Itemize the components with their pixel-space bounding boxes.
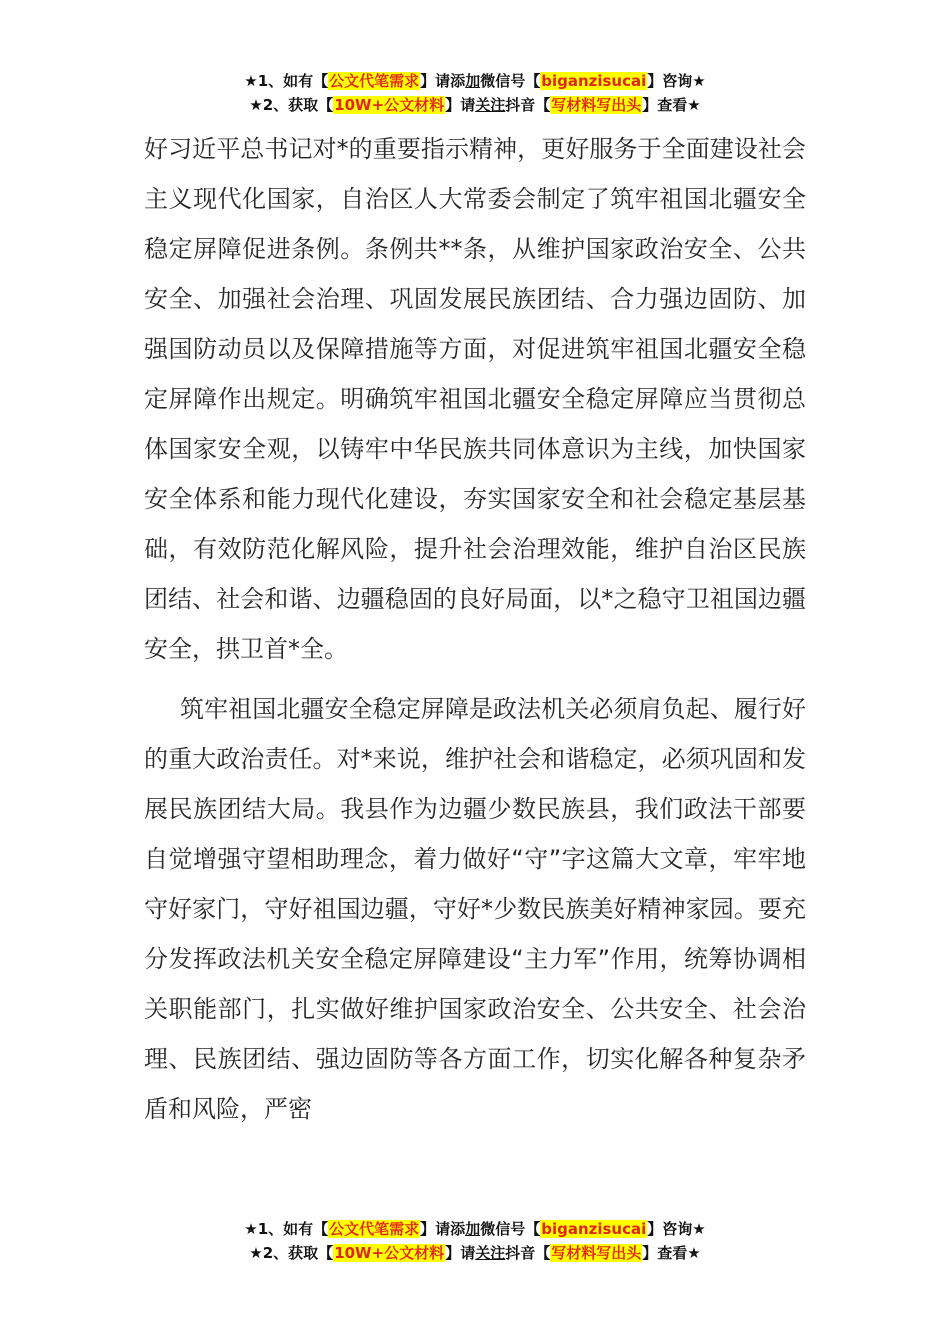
banner-emphasis: 关注 (475, 96, 506, 114)
banner-text: ★2、获取【 (249, 1244, 334, 1262)
body-paragraph-1: 好习近平总书记对*的重要指示精神，更好服务于全面建设社会主义现代化国家，自治区人大常委会制定了筑牢祖国北疆安全稳定屏障促进条例。条例共**条，从维护国家政治安全、公共安全、加强社会治理、巩固发展民族团结、合力强边固防、加强国防动员以及保障措施等方面，对促进筑牢祖国北疆安全稳定屏障作出规定。明确筑牢祖国北疆安全稳定屏障应当贯彻总体国家安全观，以铸牢中华民族共同体意识为主线，加快国家安全体系和能力现代化建设，夯实国家安全和社会稳定基层基础，有效防范化解风险，提升社会治理效能，维护自治区民族团结、社会和谐、边疆稳固的良好局面，以*之稳守卫祖国边疆安全，拱卫首*全。 (144, 135, 806, 663)
banner-text: 】请 (445, 1244, 476, 1262)
banner-emphasis: 加 (465, 72, 481, 90)
banner-text: 】咨询★ (647, 1220, 706, 1238)
banner-emphasis: 关注 (475, 1244, 506, 1262)
banner-text: 微信号【 (480, 72, 541, 90)
header-banner (0, 69, 950, 117)
writing-service-highlight: 公文代笔需求 (329, 1220, 420, 1238)
banner-text: 】请 (445, 96, 476, 114)
body-paragraph-2: 筑牢祖国北疆安全稳定屏障是政法机关必须肩负起、履行好的重大政治责任。对*来说，维护社会和谐稳定，必须巩固和发展民族团结大局。我县作为边疆少数民族县，我们政法干部要自觉增强守望相助理念，着力做好“守”字这篇大文章，牢牢地守好家门，守好祖国边疆，守好*少数民族美好精神家园。要充分发挥政法机关安全稳定屏障建设“主力军”作用，统筹协调相关职能部门，扎实做好维护国家政治安全、公共安全、社会治理、民族团结、强边固防等各方面工作，切实化解各种复杂矛盾和风险，严密 (144, 695, 806, 1123)
banner-line-2 (0, 1241, 950, 1265)
banner-emphasis: 加 (465, 1220, 481, 1238)
banner-text: 】查看★ (642, 1244, 701, 1262)
banner-text: ★2、获取【 (249, 96, 334, 114)
banner-text: 】请添 (420, 1220, 466, 1238)
douyin-account-highlight: 写材料写出头 (551, 96, 642, 114)
banner-text: ★1、如有【 (244, 72, 329, 90)
banner-text: ★1、如有【 (244, 1220, 329, 1238)
banner-text: 微信号【 (480, 1220, 541, 1238)
douyin-account-highlight: 写材料写出头 (551, 1244, 642, 1262)
banner-text: 】咨询★ (647, 72, 706, 90)
materials-highlight: 10W+公文材料 (334, 1244, 445, 1262)
document-body (144, 124, 806, 1134)
materials-highlight: 10W+公文材料 (334, 96, 445, 114)
footer-banner (0, 1217, 950, 1265)
banner-text: 】请添 (420, 72, 466, 90)
banner-text: 】查看★ (642, 96, 701, 114)
writing-service-highlight: 公文代笔需求 (329, 72, 420, 90)
wechat-id-highlight: biganzisucai (541, 1220, 647, 1238)
banner-text: 抖音【 (505, 1244, 551, 1262)
banner-line-1 (0, 1217, 950, 1241)
banner-line-1 (0, 69, 950, 93)
wechat-id-highlight: biganzisucai (541, 72, 647, 90)
banner-text: 抖音【 (505, 96, 551, 114)
banner-line-2 (0, 93, 950, 117)
